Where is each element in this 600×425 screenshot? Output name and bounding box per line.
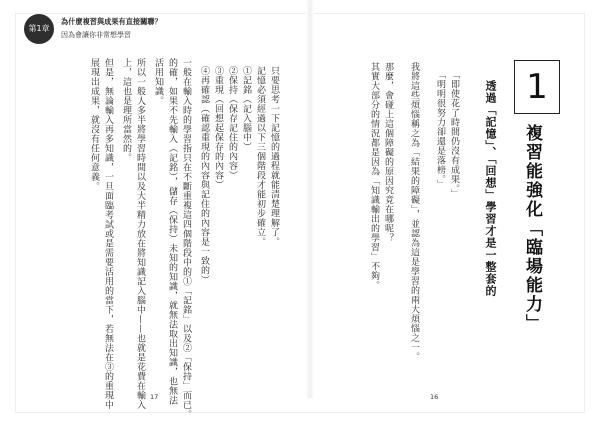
left-line-8: 的確，如果不先輸入（記銘），儲存（保持）未知的知識，就無法取出知識，也無法 — [167, 58, 177, 405]
left-line-7: 一般在輸入時的學習指只在不斷重複這四個階段中的①「記銘」以及②「保持」而已。 — [181, 58, 191, 419]
chapter-title: 複習能強化「臨場能力」 — [522, 124, 542, 333]
left-line-4: ②保持（保存記住的內容） — [227, 66, 237, 180]
left-line-13: 展現出成果，就沒有任何意義。 — [89, 58, 99, 191]
chapter-badge: 第1章 — [24, 14, 54, 44]
book-gutter — [306, 0, 314, 398]
right-paragraph-1: 「即使花了時間仍沒有成果。」 — [449, 70, 459, 199]
right-paragraph-4: 那麼，會碰上這個障礙的原因究竟在哪呢？ — [383, 62, 393, 243]
left-line-6: ④再確認（確認重現的內容與記住的內容是一致的） — [199, 66, 209, 285]
left-line-11: 上，這也是理所當然的。 — [121, 58, 131, 163]
left-line-9: 活用知識。 — [153, 58, 163, 106]
right-paragraph-2: 「明明很努力卻還是落榜。」 — [435, 70, 445, 189]
left-line-12: 但是，無論輸入再多知識，一旦面臨考試或是需要活用的當下，若無法在③的重現中 — [103, 58, 113, 410]
section-heading: 透過「記憶」、「回想」學習才是一整套的 — [484, 80, 497, 297]
left-line-2: 記憶必須經過以下三個階段才能初步確立。 — [255, 66, 265, 247]
right-paragraph-3: 我將這些煩惱稱之為「結果的障礙」，並認為這是學習的兩大煩惱之一。 — [409, 62, 419, 362]
header-subtitle: 因為會讓你非常想學習 — [61, 31, 131, 39]
left-line-5: ③重現（回想起保存的內容） — [213, 66, 223, 190]
right-page-number: 16 — [430, 393, 439, 401]
left-line-3: ①記銘（記入腦中） — [241, 66, 251, 152]
left-page-number: 17 — [150, 393, 159, 401]
left-line-1: 只要思考一下記憶的過程就能清楚理解了。 — [269, 66, 279, 247]
header-title: 為什麼複習與成果有直接關聯？ — [61, 17, 162, 26]
left-line-10: 所以一般人多半將學習時間以及大半精力放在將知識記入腦中——也就是花費在輸入 — [135, 58, 145, 410]
chapter-number: 1 — [514, 60, 560, 114]
right-paragraph-5: 其實大部分的情況都是因為「知識輸出的學習」不夠。 — [369, 62, 379, 290]
